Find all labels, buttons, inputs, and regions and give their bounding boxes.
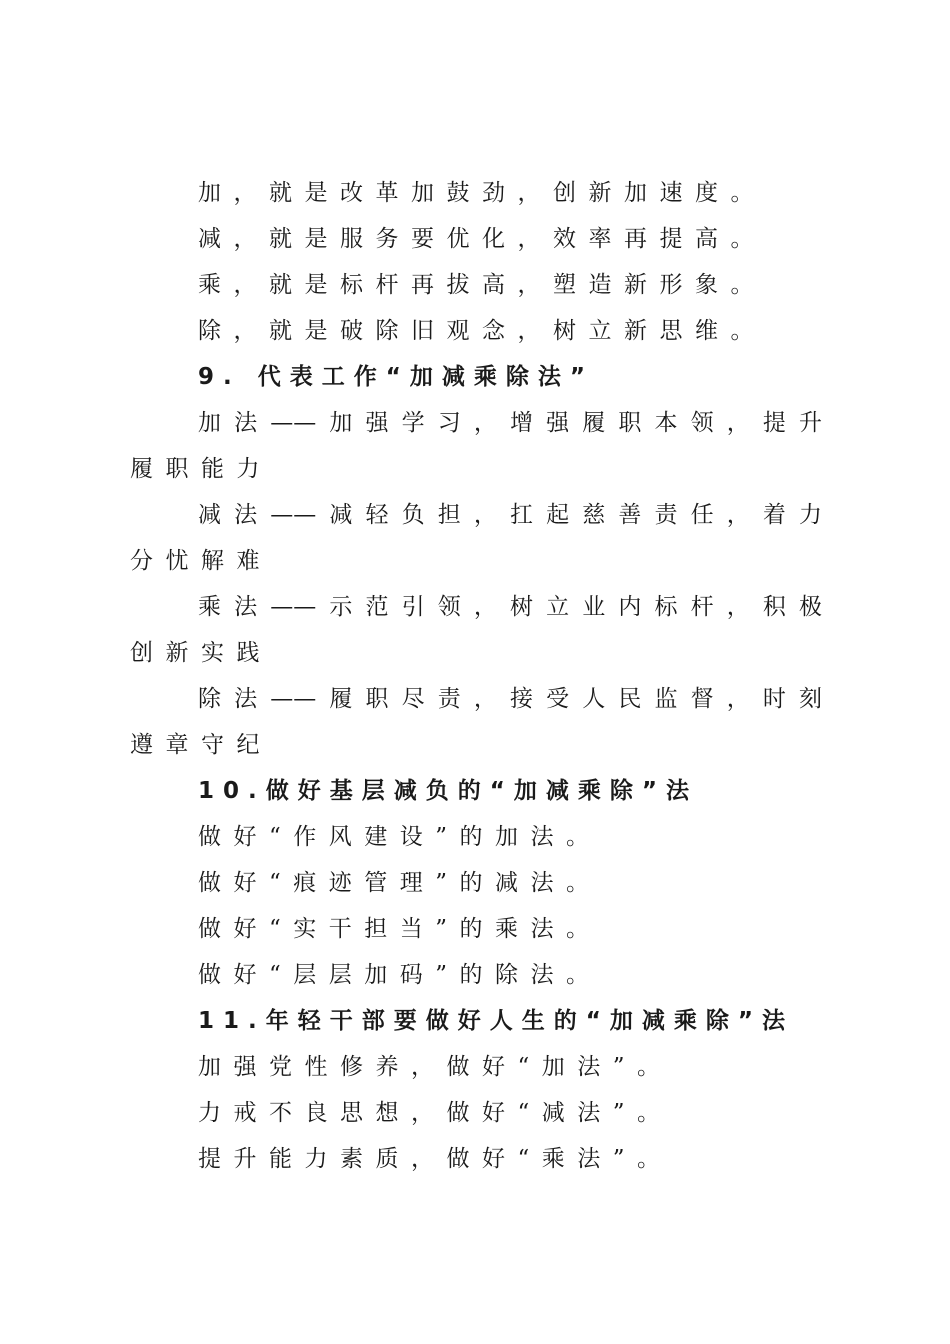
paragraph-line: 做好“实干担当”的乘法。	[198, 916, 602, 942]
paragraph-line: 除，就是破除旧观念，树立新思维。	[198, 318, 766, 344]
section-heading: 11.年轻干部要做好人生的“加减乘除”法	[198, 1008, 794, 1034]
paragraph-line: 加强党性修养，做好“加法”。	[198, 1054, 673, 1080]
section-heading: 9. 代表工作“加减乘除法”	[198, 364, 594, 390]
paragraph-line: 做好“层层加码”的除法。	[198, 962, 602, 988]
paragraph-line: 除法——履职尽责，接受人民监督，时刻	[198, 686, 822, 712]
paragraph-line: 减法——减轻负担，扛起慈善责任，着力	[198, 502, 822, 528]
paragraph-line: 乘法——示范引领，树立业内标杆，积极	[198, 594, 822, 620]
paragraph-line: 加法——加强学习，增强履职本领，提升	[198, 410, 822, 436]
paragraph-line: 加，就是改革加鼓劲，创新加速度。	[198, 180, 766, 206]
paragraph-line: 履职能力	[130, 456, 272, 482]
paragraph-line: 创新实践	[130, 640, 272, 666]
paragraph-line: 遵章守纪	[130, 732, 272, 758]
paragraph-line: 做好“作风建设”的加法。	[198, 824, 602, 850]
paragraph-line: 力戒不良思想，做好“减法”。	[198, 1100, 673, 1126]
paragraph-line: 减，就是服务要优化，效率再提高。	[198, 226, 766, 252]
section-heading: 10.做好基层减负的“加减乘除”法	[198, 778, 698, 804]
paragraph-line: 分忧解难	[130, 548, 272, 574]
paragraph-line: 提升能力素质，做好“乘法”。	[198, 1146, 673, 1172]
paragraph-line: 做好“痕迹管理”的减法。	[198, 870, 602, 896]
paragraph-line: 乘，就是标杆再拔高，塑造新形象。	[198, 272, 766, 298]
